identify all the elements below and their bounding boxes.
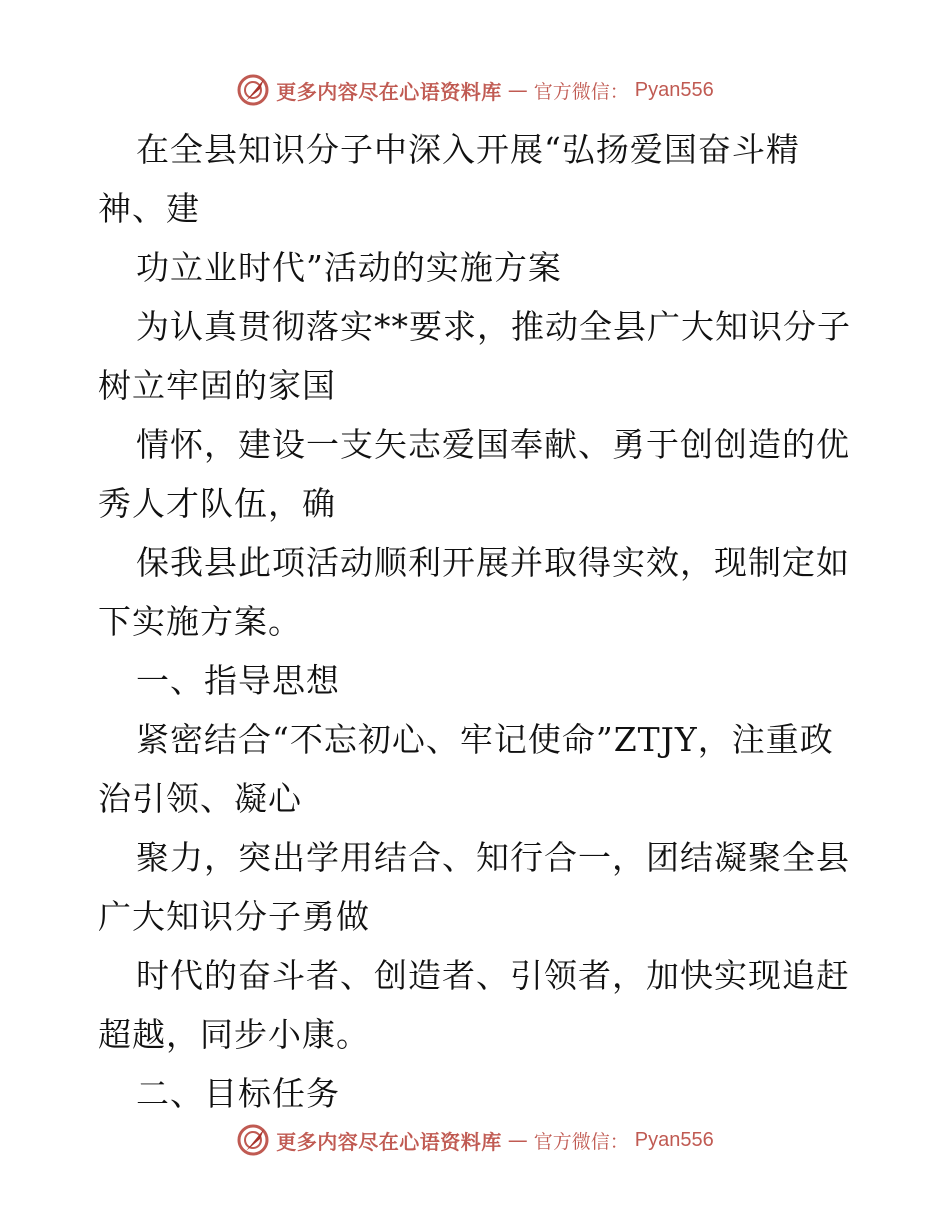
doc-line: 在全县知识分子中深入开展“弘扬爱国奋斗精 [136, 130, 800, 169]
doc-line: 功立业时代”活动的实施方案 [136, 248, 562, 287]
banner-separator: — [507, 78, 528, 102]
doc-line: 下实施方案。 [98, 602, 302, 641]
banner-brand-text: 更多内容尽在心语资料库 [276, 79, 502, 104]
banner-wechat-id: Pyan556 [634, 78, 714, 101]
doc-line: 保我县此项活动顺利开展并取得实效，现制定如 [136, 543, 850, 582]
doc-line: 广大知识分子勇做 [98, 897, 370, 936]
section-heading: 二、目标任务 [136, 1074, 340, 1113]
doc-line: 超越，同步小康。 [98, 1015, 370, 1054]
doc-line: 紧密结合“不忘初心、牢记使命”ZTJY，注重政 [136, 720, 834, 759]
doc-line: 神、建 [98, 189, 200, 228]
quill-logo-icon [236, 1123, 270, 1157]
doc-line: 时代的奋斗者、创造者、引领者，加快实现追赶 [136, 956, 850, 995]
banner-wechat-id: Pyan556 [634, 1128, 714, 1151]
banner-brand-text: 更多内容尽在心语资料库 [276, 1129, 502, 1154]
banner-separator: — [507, 1128, 528, 1152]
footer-banner [0, 1120, 950, 1160]
quill-logo-icon [236, 73, 270, 107]
section-heading: 一、指导思想 [136, 661, 340, 700]
doc-line: 治引领、凝心 [98, 779, 302, 818]
doc-line: 秀人才队伍，确 [98, 484, 336, 523]
header-banner [0, 70, 950, 110]
document-body [98, 120, 858, 1123]
banner-official-label: 官方微信： [533, 1130, 629, 1153]
doc-line: 树立牢固的家国 [98, 366, 336, 405]
banner-official-label: 官方微信： [533, 80, 629, 103]
doc-line: 为认真贯彻落实**要求，推动全县广大知识分子 [136, 307, 851, 346]
doc-line: 情怀，建设一支矢志爱国奉献、勇于创创造的优 [136, 425, 850, 464]
doc-line: 聚力，突出学用结合、知行合一，团结凝聚全县 [136, 838, 850, 877]
